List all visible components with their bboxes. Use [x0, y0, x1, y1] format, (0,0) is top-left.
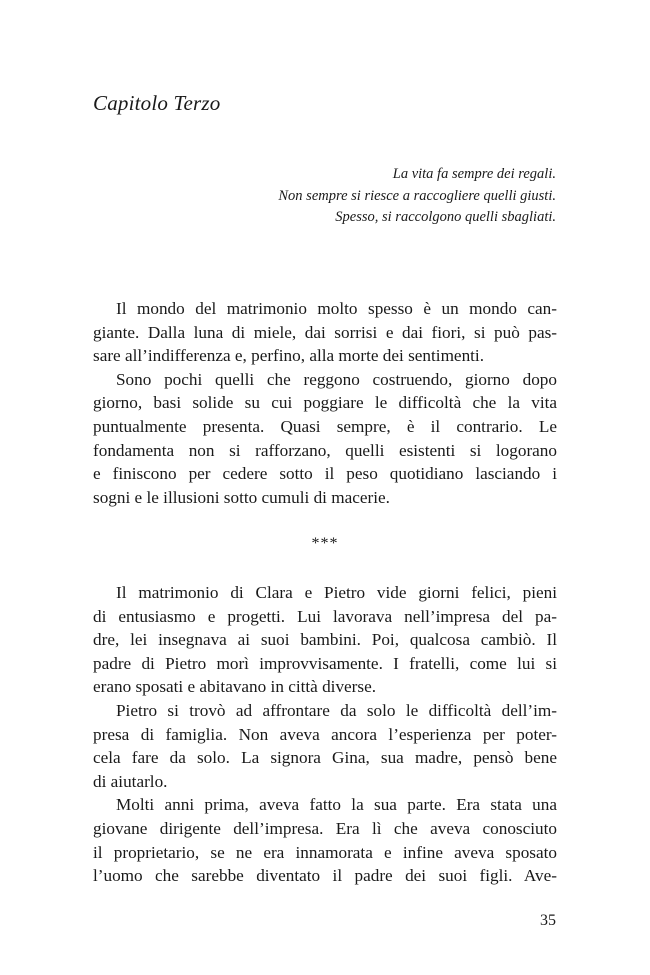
text-line: giante. Dalla luna di miele, dai sorrisi e dai fiori, si può pas- [93, 322, 557, 342]
text-line: cela fare da solo. La signora Gina, sua madre, pensò bene [93, 748, 557, 768]
text-line: dre, lei insegnava ai suoi bambini. Poi, qualcosa cambiò. Il [93, 630, 557, 650]
text-line: di aiutarlo. [93, 771, 168, 791]
epigraph-line: La vita fa sempre dei regali. [392, 166, 556, 182]
text-line: Sono pochi quelli che reggono costruendo, giorno dopo [116, 369, 557, 389]
text-line: presa di famiglia. Non aveva ancora l’esperienza per poter- [93, 724, 557, 744]
section-separator: *** [311, 535, 339, 552]
epigraph [278, 164, 556, 229]
text-line: il proprietario, se ne era innamorata e infine aveva sposato [93, 842, 557, 862]
text-line: Pietro si trovò ad affrontare da solo le difficoltà dell’im- [116, 700, 557, 720]
text-line: erano sposati e abitavano in città diverse. [93, 677, 377, 697]
text-line: padre di Pietro morì improvvisamente. I fratelli, come lui si [93, 653, 557, 673]
text-line: puntualmente presenta. Quasi sempre, è il contrario. Le [93, 416, 557, 436]
text-line: Il mondo del matrimonio molto spesso è un mondo can- [116, 299, 557, 318]
text-line: l’uomo che sarebbe diventato il padre dei suoi figli. Ave- [93, 866, 557, 886]
epigraph-line: Non sempre si riesce a raccogliere quelli giusti. [278, 187, 556, 204]
text-line: Molti anni prima, aveva fatto la sua parte. Era stata una [116, 795, 557, 815]
text-line: sogni e le illusioni sotto cumuli di macerie. [93, 487, 390, 507]
text-line: di entusiasmo e progetti. Lui lavorava nell’impresa del pa- [93, 606, 557, 626]
text-line: giorno, basi solide su cui poggiare le difficoltà che la vita [93, 393, 557, 413]
text-line: giovane dirigente dell’impresa. Era lì che aveva conosciuto [93, 818, 557, 838]
text-line: fondamenta non si rafforzano, quelli esistenti si logorano [93, 440, 557, 460]
chapter-title: Capitolo Terzo [93, 91, 221, 115]
text-line: e finiscono per cedere sotto il peso quotidiano lasciando i [93, 464, 557, 484]
section-one-text [93, 297, 557, 509]
section-two-text [93, 581, 557, 888]
epigraph-line: Spesso, si raccolgono quelli sbagliati. [335, 209, 556, 225]
text-line: sare all’indifferenza e, perfino, alla morte dei sentimenti. [93, 346, 485, 366]
page-number: 35 [540, 912, 556, 929]
text-line: Il matrimonio di Clara e Pietro vide giorni felici, pieni [116, 583, 557, 602]
